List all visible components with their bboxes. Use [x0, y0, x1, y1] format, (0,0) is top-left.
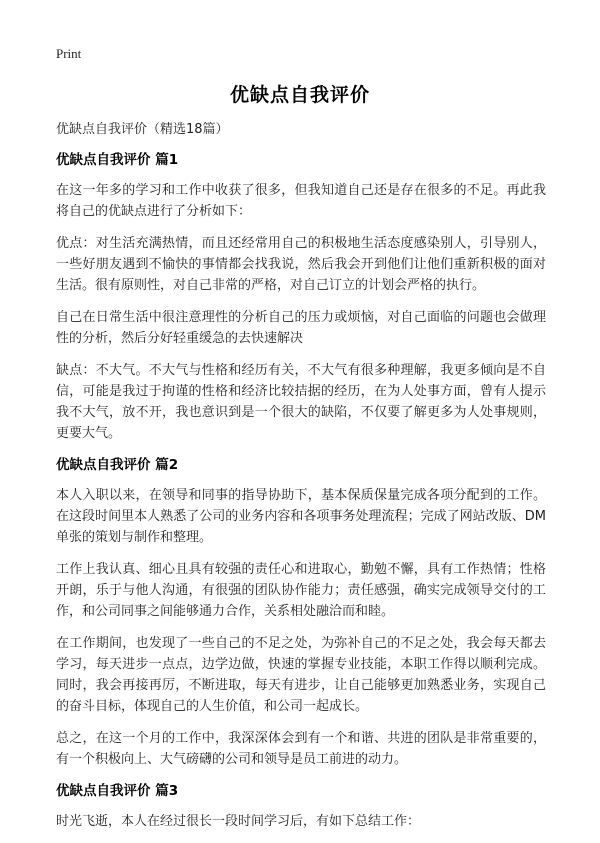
paragraph: 优点：对生活充满热情，而且还经常用自己的积极地生活态度感染别人，引导别人，一些好朋友遇到不愉快的事情都会找我说，然后我会开到他们让他们重新积极的面对生活。很有原则性，对自己非常的严格，对自己订立的计划会严格的执行。	[56, 236, 546, 293]
paragraph: 本人入职以来，在领导和同事的指导协助下，基本保质保量完成各项分配到的工作。在这段时间里本人熟悉了公司的业务内容和各项事务处理流程；完成了网站改版、DM单张的策划与制作和整理。	[56, 488, 546, 545]
paragraph: 工作上我认真、细心且具有较强的责任心和进取心，勤勉不懈，具有工作热情；性格开朗，乐于与他人沟通，有很强的团队协作能力；责任感强，确实完成领导交付的工作，和公司同事之间能够通力合作，关系相处融洽而和睦。	[56, 562, 546, 619]
document-body	[56, 120, 546, 843]
paragraph: 在工作期间，也发现了一些自己的不足之处，为弥补自己的不足之处，我会每天都去学习，每天进步一点点，边学边做，快速的掌握专业技能，本职工作得以顺利完成。同时，我会再接再厉，不断进取，每天有进步，让自己能够更加熟悉业务，实现自己的奋斗目标，体现自己的人生价值，和公司一起成长。	[56, 636, 546, 714]
paragraph: 缺点：不大气。不大气与性格和经历有关，不大气有很多种理解，我更多倾向是不自信，可能是我过于拘谨的性格和经济比较拮据的经历，在为人处事方面，曾有人提示我不大气，放不开，我也意识到是一个很大的缺陷，不仅要了解更多为人处事规则，更要大气。	[56, 363, 546, 441]
section-1	[56, 150, 546, 444]
section-3	[56, 781, 546, 832]
section-heading: 优缺点自我评价 篇3	[56, 783, 179, 799]
document-title: 优缺点自我评价	[229, 84, 370, 106]
paragraph: 总之，在这一个月的工作中，我深深体会到有一个和谐、共进的团队是非常重要的，有一个积极向上、大气磅礴的公司和领导是员工前进的动力。	[56, 731, 546, 767]
section-heading: 优缺点自我评价 篇2	[56, 457, 179, 473]
section-heading: 优缺点自我评价 篇1	[56, 152, 179, 168]
paragraph: 在这一年多的学习和工作中收获了很多，但我知道自己还是存在很多的不足。再此我将自己的优缺点进行了分析如下：	[56, 183, 546, 219]
document-subtitle: 优缺点自我评价（精选18篇）	[56, 122, 229, 137]
paragraph: 自己在日常生活中很注意理性的分析自己的压力或烦恼，对自己面临的问题也会做理性的分析，然后分好轻重缓急的去快速解决	[56, 310, 546, 346]
print-label: Print	[56, 46, 82, 61]
paragraph: 时光飞逝，本人在经过很长一段时间学习后，有如下总结工作：	[56, 814, 421, 829]
section-2	[56, 455, 546, 770]
